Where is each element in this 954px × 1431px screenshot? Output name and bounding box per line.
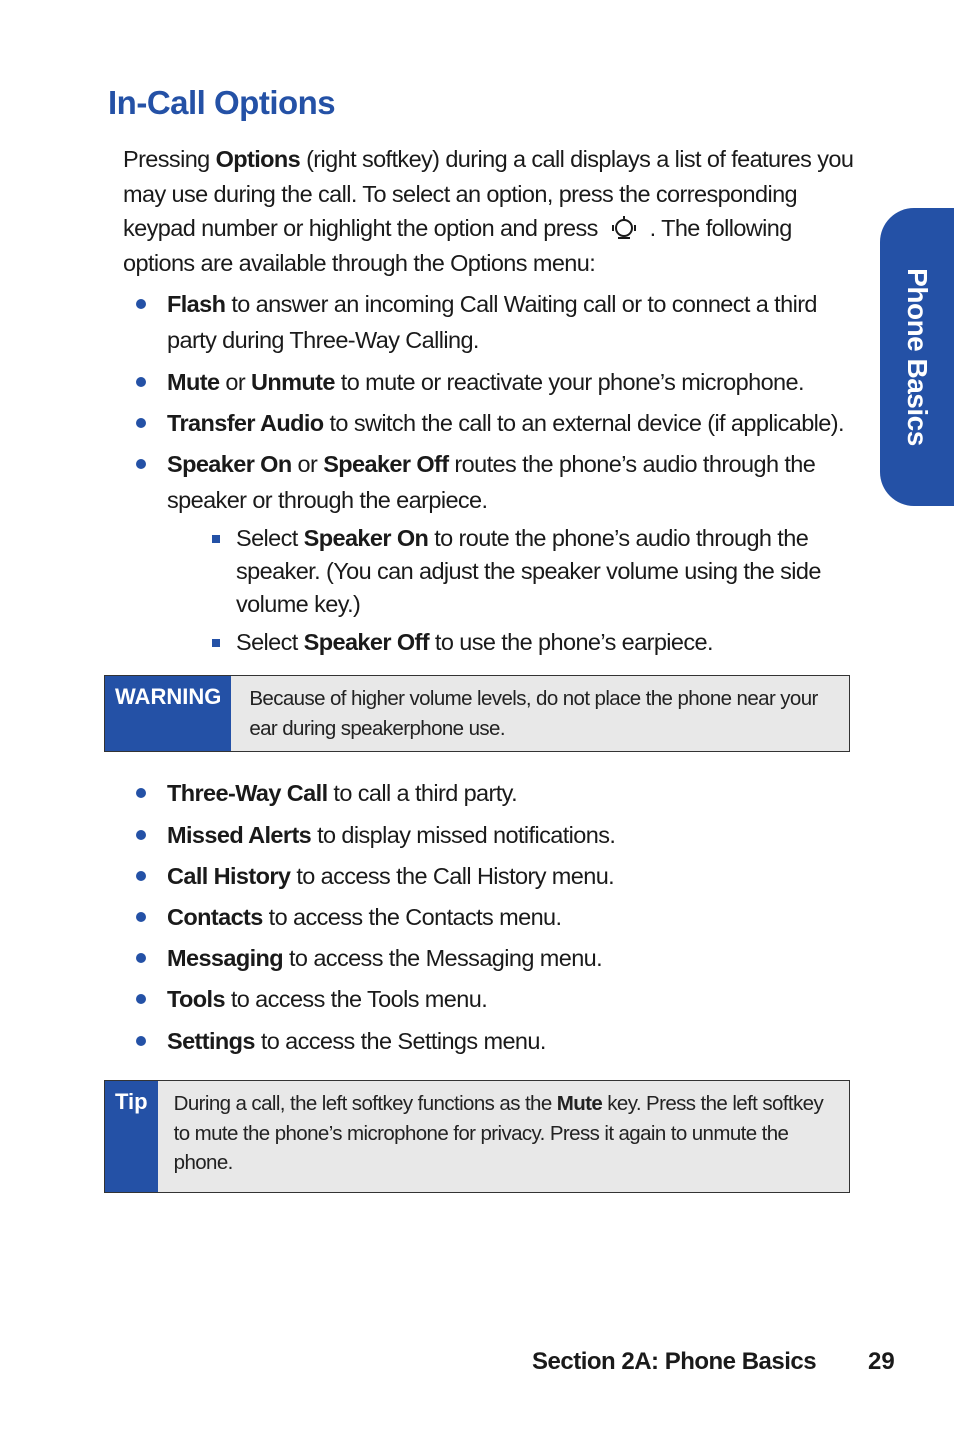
- page-number: 29: [868, 1348, 895, 1375]
- section-side-tab: Phone Basics: [880, 208, 954, 506]
- list-item-contacts: Contacts to access the Contacts menu.: [167, 899, 867, 935]
- warning-box: [104, 675, 850, 752]
- footer-section-title: Section 2A: Phone Basics: [532, 1348, 817, 1375]
- page-title: In-Call Options: [108, 84, 336, 121]
- list-item-call-history: Call History to access the Call History menu.: [167, 858, 867, 894]
- intro-paragraph: Pressing Options (right softkey) during a call displays a list of features you may use during the call. To select an option, press the corresponding keypad number or highlight the option and press . The following options are available through the Options menu:: [123, 146, 854, 276]
- tip-text: During a call, the left softkey functions as the Mute key. Press the left softkey to mute the phone’s microphone for privacy. Press it again to unmute the phone.: [173, 1092, 824, 1174]
- warning-text: Because of higher volume levels, do not place the phone near your ear during speakerphone use.: [249, 687, 818, 740]
- list-item-missed-alerts: Missed Alerts to display missed notifications.: [167, 817, 867, 853]
- list-item-tools: Tools to access the Tools menu.: [167, 981, 867, 1017]
- list-item-flash: Flash to answer an incoming Call Waiting call or to connect a third party during Three-Way Calling.: [167, 286, 867, 358]
- sublist-item-speaker-on: Select Speaker On to route the phone’s audio through the speaker. (You can adjust the speaker volume using the side volume key.): [236, 522, 836, 621]
- list-item-speaker: Speaker On or Speaker Off routes the phone’s audio through the speaker or through the earpiece.: [167, 446, 867, 518]
- sublist-item-speaker-off: Select Speaker Off to use the phone’s earpiece.: [236, 626, 836, 659]
- list-item-three-way-call: Three-Way Call to call a third party.: [167, 775, 867, 811]
- menu-ok-key-icon: [607, 215, 641, 239]
- list-item-settings: Settings to access the Settings menu.: [167, 1023, 867, 1059]
- warning-label: WARNING: [105, 676, 231, 751]
- tip-box: [104, 1080, 850, 1193]
- list-item-messaging: Messaging to access the Messaging menu.: [167, 940, 867, 976]
- tip-label: Tip: [105, 1081, 158, 1192]
- list-item-mute: Mute or Unmute to mute or reactivate your phone’s microphone.: [167, 364, 867, 400]
- list-item-transfer-audio: Transfer Audio to switch the call to an external device (if applicable).: [167, 405, 867, 441]
